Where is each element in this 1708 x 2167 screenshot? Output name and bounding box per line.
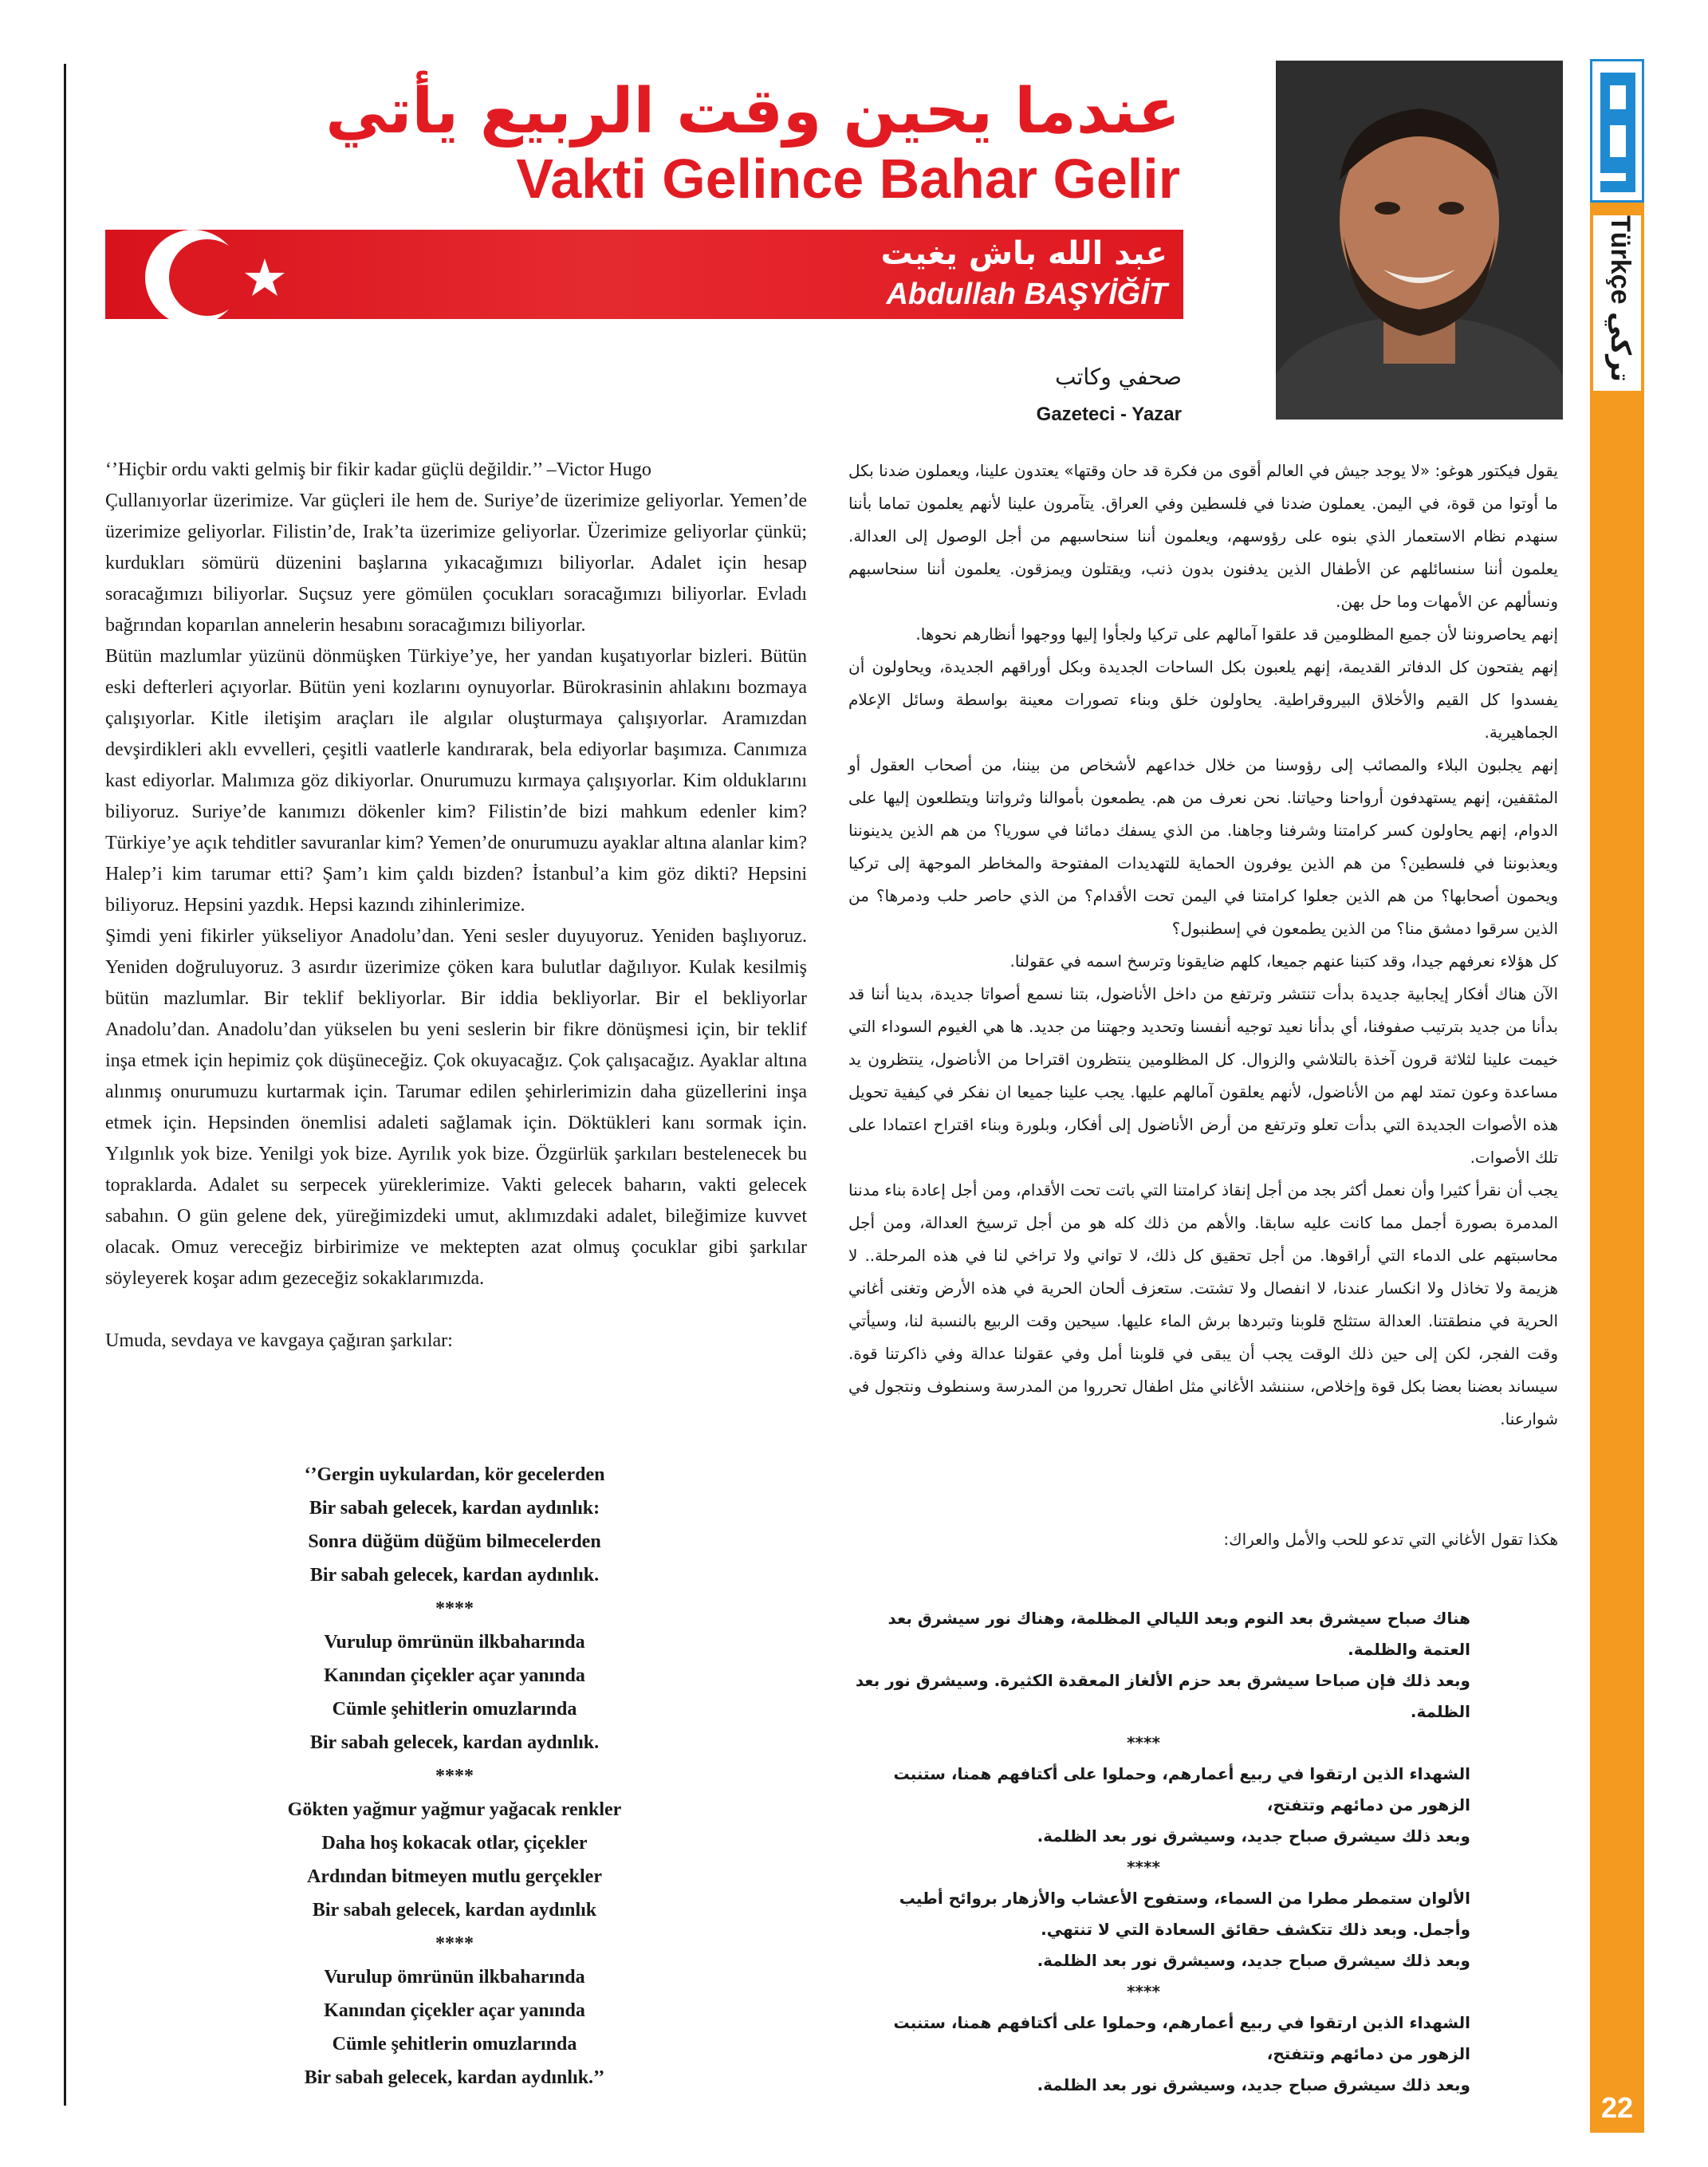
paragraph: كل هؤلاء نعرفهم جيدا، وقد كتبنا عنهم جميعا، كلهم ضايقونا وترسخ اسمه في عقولنا. [1009,952,1558,971]
arabic-article-body [848,455,1558,1436]
arabic-poem [848,1603,1558,2101]
paragraph: Bütün mazlumlar yüzünü dönmüşken Türkiye’ye, her yandan kuşatıyorlar bizleri. Bütün eski defterleri açıyorlar. Bütün yeni kozlarını oynuyorlar. Bürokrasinin ahlakını bozmaya çalışıyorlar. Kitle iletişim araçları ile algılar oluşturmaya çalışıyorlar. Aramızdan devşirdikleri aklı evvelleri, çeşitli vaatlerle kandırarak, bela ediyorlar başımıza. Canımıza kast ediyorlar. Malımıza göz dikiyorlar. Onurumuzu kırmaya çalışıyorlar. Kim olduklarını biliyoruz. Suriye’de kanımızı dökenler kim? Filistin’de bizi mahkum edenler kim? Türkiye’ye açık tehditler savuranlar kim? Yemen’de onurumuzu ayaklar altına alanlar kim? Halep’i kim tarumar etti? Şam’ı kim çaldı bizden? İstanbul’a kim göz dikti? Hepsini biliyoruz. Hepsini yazdık. Hepsi kazındı zihinlerimize. [105,646,807,916]
paragraph: إنهم يحاصروننا لأن جميع المظلومين قد علقوا آمالهم على تركيا ولجأوا إليها ووجهوا أنظارهم نحوها. [915,624,1558,644]
poem-line: Kanından çiçekler açar yanında [324,2000,585,2021]
author-role-arabic: صحفي وكاتب [1055,364,1182,390]
crescent-star-icon [105,230,344,319]
poem-line: هناك صباح سيشرق بعد النوم وبعد الليالي المظلمة، وهناك نور سيشرق بعد العتمة والظلمة. [887,1609,1470,1659]
arabic-poem-intro: هكذا تقول الأغاني التي تدعو للحب والأمل والعراك: [1223,1530,1558,1549]
turkish-article-body [105,455,807,1357]
paragraph: الآن هناك أفكار إيجابية جديدة بدأت تنتشر وترتفع من داخل الأناضول، بتنا نسمع أصواتا جديدة، بدينا أننا قد بدأنا من جديد بترتيب صفوفنا، أي بدأنا نعيد توجيه أنفسنا وتحديد وجهتنا من جديد. ها هي الغيوم السوداء التي خيمت علينا لثلاثة قرون آخذة بالتلاشي والزوال. كل المظلومين ينتظرون اقتراحا من الأناضول، ينتظرون يد مساعدة وعون تمتد لهم من الأناضول، لأنهم يعلقون آمالهم عليها. يجب علينا جميعا ان نفكر في كيفية تحويل هذه الأصوات الجديدة التي بدأت تعلو وترتفع من أرض الأناضول إلى أفكار، وبلورة وبناء اقتراح اعتمادا على تلك الأصوات. [848,984,1558,1167]
poem-line: الشهداء الذين ارتقوا في ربيع أعمارهم، وحملوا على أكتافهم همنا، ستنبت الزهور من دمائهم وتتفتح، [893,1764,1470,1814]
turkish-poem [239,1458,670,2094]
title-arabic: عندما يحين وقت الربيع يأتي [325,76,1180,148]
title-turkish: Vakti Gelince Bahar Gelir [516,148,1180,210]
paragraph: يجب أن نقرأ كثيرا وأن نعمل أكثر بجد من أجل إنقاذ كرامتنا التي باتت تحت الأقدام، ومن أجل إعادة بناء مدننا المدمرة بصورة أجمل مما كانت عليه سابقا. والأهم من ذلك كله هو من أجل ترسيخ العدالة، ومن أجل محاسبتهم على الدماء التي أراقوها. من أجل تحقيق كل ذلك، لا تواني ولا تراخي لنا في هذه المرحلة.. لا هزيمة ولا تخاذل ولا انكسار عندنا، لا انفصال ولا تشتت. ستعزف ألحان الحرية في هذه الأرض وتغنى أغاني الحرية في منطقتنا. العدالة ستثلج قلوبنا وتبردها برش الماء عليها. سيحين وقت الربيع بالنسبة لنا، وسيأتي وقت الفجر، لكن إلى حين ذلك الوقت يجب أن يبقى في قلوبنا أمل وفي عقولنا عدالة وفي ذاكرتنا قوة. سيساند بعضنا بعضا بكل قوة وإخلاص، سننشد الأغاني مثل اطفال تحرروا من المدرسة وسنطوف ونتجول في شوارعنا. [848,1180,1558,1428]
poem-line: Ardından bitmeyen mutlu gerçekler [307,1866,602,1887]
section-label-text: Türkçe تركي [1605,215,1635,383]
poem-separator: **** [435,1598,474,1619]
poem-line: Gökten yağmur yağmur yağacak renkler [287,1799,622,1820]
paragraph: إنهم يفتحون كل الدفاتر القديمة، إنهم يلعبون بكل الساحات الجديدة وبكل أوراقهم الجديدة، ويحاولون أن يفسدوا كل القيم والأخلاق البيروقراطية. يحاولون خلق وبناء تصورات معينة بواسطة وسائل الإعلام الجماهيرية. [848,657,1558,742]
poem-line: ‘’Gergin uykulardan, kör gecelerden [304,1464,605,1485]
poem-line: وبعد ذلك سيشرق صباح جديد، وسيشرق نور بعد الظلمة. [1037,1826,1470,1846]
poem-line: Kanından çiçekler açar yanında [324,1665,585,1686]
page-number: 22 [1600,2091,1634,2124]
turkish-flag-banner [105,230,1183,319]
section-label [1593,215,1641,391]
paragraph: Umuda, sevdaya ve kavgaya çağıran şarkılar: [105,1330,453,1351]
paragraph: Şimdi yeni fikirler yükseliyor Anadolu’dan. Yeni sesler duyuyoruz. Yeniden başlıyoruz. Yeniden doğruluyoruz. 3 asırdır üzerimize çöken kara bulutlar dağılıyor. Kulak kesilmiş bütün mazlumlar. Bir teklif bekliyorlar. Bir iddia bekliyorlar. Bir el bekliyorlar Anadolu’dan. Anadolu’dan yükselen bu yeni seslerin bir fikre dönüşmesi için, bir teklif inşa etmek için hepimiz çok düşüneceğiz. Çok okuyacağız. Çok çalışacağız. Ayaklar altına alınmış onurumuzu kurtarmak için. Tarumar edilen şehirlerimizin daha güzellerini inşa etmek için. Hepsinden önemlisi adaleti sağlamak için. Döktükleri kanı sormak için. Yılgınlık yok bize. Yenilgi yok bize. Ayrılık yok bize. Özgürlük şarkıları bestelenecek bu topraklarda. Adalet su serpecek yüreklerimize. Vakti gelecek baharın, vakti gelecek sabahın. O gün gelene dek, yüreğimizdeki umut, aklımızdaki adalet, bileğimize kuvvet olacak. Omuz vereceğiz birbirimize ve mektepten azat olmuş çocuklar gibi şarkılar söyleyerek koşar adım gezeceğiz sokaklarımızda. [105,926,807,1289]
magazine-logo [1590,59,1644,203]
paragraph: إنهم يجلبون البلاء والمصائب إلى رؤوسنا من خلال خداعهم لأشخاص من بيننا، من أصحاب العقول أو المثقفين، إنهم يستهدفون أرواحنا وحياتنا. نحن نعرف من هم. يطمعون بأموالنا وثرواتنا ويتطلعون إليها على الدوام، إنهم يحاولون كسر كرامتنا وشرفنا وجاهنا. من الذي يسفك دمائنا في سوريا؟ من هم الذين يدينوننا ويعذبوننا في فلسطين؟ من هم الذين يوفرون الحماية للتهديدات المفتوحة والمخاطر الموجهة إلى تركيا ويحمون أصحابها؟ من هم الذين جعلوا كرامتنا في اليمن تحت الأقدام؟ من الذي حاصر حلب ودمرها؟ من الذين سرقوا دمشق منا؟ من الذين يطمعون في إسطنبول؟ [848,755,1558,938]
author-role-turkish: Gazeteci - Yazar [1036,404,1182,425]
poem-line: Bir sabah gelecek, kardan aydınlık [312,1900,597,1921]
poem-line: الألوان ستمطر مطرا من السماء، وستفوح الأعشاب والأزهار بروائح أطيب وأجمل. وبعد ذلك تتكشف حقائق السعادة التي لا تنتهي. [899,1889,1470,1939]
poem-line: Daha hoş kokacak otlar, çiçekler [321,1833,588,1854]
poem-line: Sonra düğüm düğüm bilmecelerden [308,1531,601,1552]
poem-line: Cümle şehitlerin omuzlarında [332,1699,577,1720]
author-name-arabic: عبد الله باش يغيت [880,235,1167,272]
poem-line: وبعد ذلك فإن صباحا سيشرق بعد حزم الألغاز المعقدة الكثيرة. وسيشرق نور بعد الظلمة. [855,1671,1470,1721]
poem-line: Vurulup ömrünün ilkbaharında [324,1632,585,1653]
author-photo [1276,61,1563,420]
left-border-rule [64,64,66,2106]
paragraph: يقول فيكتور هوغو: «لا يوجد جيش في العالم أقوى من فكرة قد حان وقتها» يعتدون علينا، ويعملون ضدنا بكل ما أوتوا من قوة، في اليمن. يعملون ضدنا في فلسطين وفي العراق. يتآمرون علينا لأنهم يعلمون تماما بأننا سنهدم نظام الاستعمار الذي بنوه على رؤوسهم، ويعلمون أننا سنحاسبهم من أجل الوصول إلى العدالة. يعلمون أننا سنسائلهم عن الأطفال الذين يدفنون بدون ذنب، ويقتلون ويمزقون. يعلمون أننا سنحاسبهم ونسألهم عن الأمهات وما حل بهن. [848,461,1558,611]
author-name-turkish: Abdullah BAŞYİĞİT [886,278,1167,311]
poem-separator: **** [1127,1733,1160,1752]
paragraph: Çullanıyorlar üzerimize. Var güçleri ile hem de. Suriye’de üzerimize geliyorlar. Yemen’de üzerimize geliyorlar. Filistin’de, Irak’ta üzerimize geliyorlar. Üzerimize geliyorlar çünkü; kurdukları sömürü düzenini başlarına yıkacağımızı biliyorlar. Adalet için hesap soracağımızı biliyorlar. Suçsuz yere gömülen çocukları soracağımızı biliyorlar. Evladı bağrından koparılan annelerin hesabını soracağımızı biliyorlar. [105,491,807,636]
poem-line: Vurulup ömrünün ilkbaharında [324,1967,585,1988]
poem-separator: **** [1127,1858,1160,1877]
poem-line: Cümle şehitlerin omuzlarında [332,2034,577,2055]
poem-line: Bir sabah gelecek, kardan aydınlık.’’ [304,2067,605,2088]
poem-separator: **** [1127,1982,1160,2001]
poem-line: الشهداء الذين ارتقوا في ربيع أعمارهم، وحملوا على أكتافهم همنا، ستنبت الزهور من دمائهم وتتفتح، [893,2013,1470,2063]
poem-line: وبعد ذلك سيشرق صباح جديد، وسيشرق نور بعد الظلمة. [1037,2075,1470,2094]
poem-separator: **** [435,1766,474,1787]
poem-separator: **** [435,1933,474,1954]
paragraph: ‘’Hiçbir ordu vakti gelmiş bir fikir kadar güçlü değildir.’’ –Victor Hugo [105,459,651,480]
poem-line: Bir sabah gelecek, kardan aydınlık. [309,1732,600,1753]
poem-line: وبعد ذلك سيشرق صباح جديد، وسيشرق نور بعد الظلمة. [1037,1951,1470,1970]
poem-line: Bir sabah gelecek, kardan aydınlık: [309,1498,600,1519]
poem-line: Bir sabah gelecek, kardan aydınlık. [309,1565,600,1586]
